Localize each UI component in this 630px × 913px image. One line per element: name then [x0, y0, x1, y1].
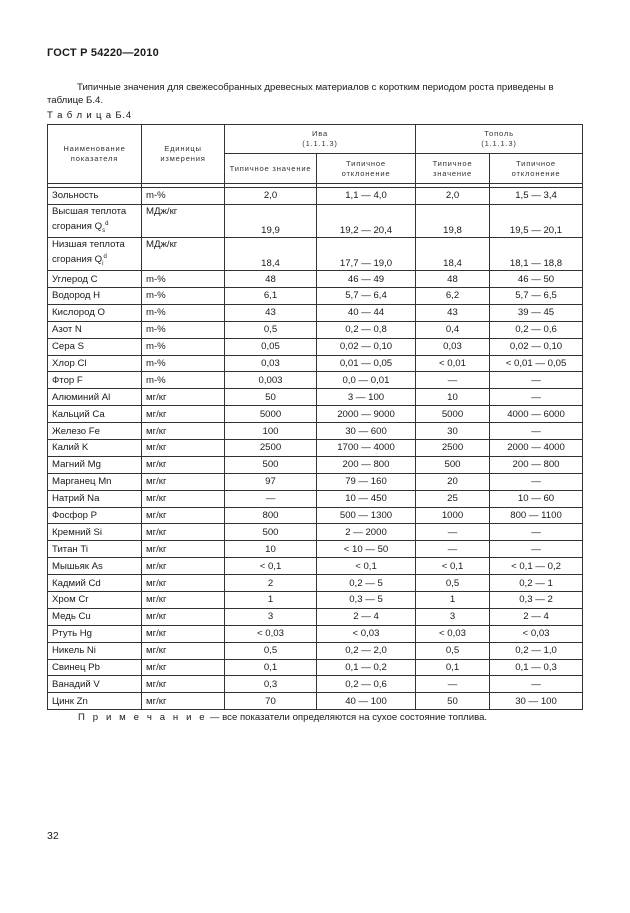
- cell-iva-deviation: 40 — 100: [317, 693, 416, 710]
- table-row: [48, 188, 583, 205]
- cell-unit: МДж/кг: [142, 204, 225, 237]
- cell-topol-typical: 18,4: [416, 237, 490, 270]
- cell-topol-deviation: 0,2 — 0,6: [490, 321, 583, 338]
- cell-name-text: Кальций Ca: [52, 408, 105, 420]
- cell-name: [48, 473, 142, 490]
- cell-iva-deviation: 0,2 — 5: [317, 575, 416, 592]
- cell-topol-deviation: 4000 — 6000: [490, 406, 583, 423]
- header-iva-label: Ива: [311, 129, 329, 138]
- cell-topol-deviation: 39 — 45: [490, 304, 583, 321]
- cell-iva-deviation: 2 — 2000: [317, 524, 416, 541]
- cell-unit: мг/кг: [142, 659, 225, 676]
- cell-unit: мг/кг: [142, 423, 225, 440]
- cell-topol-typical: 25: [416, 490, 490, 507]
- cell-unit: m-%: [142, 188, 225, 205]
- cell-topol-typical: 10: [416, 389, 490, 406]
- cell-iva-typical: 500: [225, 456, 317, 473]
- cell-topol-deviation: 0,1 — 0,3: [490, 659, 583, 676]
- cell-unit: мг/кг: [142, 558, 225, 575]
- cell-unit: m-%: [142, 271, 225, 288]
- cell-name: [48, 642, 142, 659]
- header-topol-label: Тополь: [484, 129, 514, 138]
- cell-topol-typical: 0,5: [416, 575, 490, 592]
- cell-name: [48, 676, 142, 693]
- cell-topol-typical: 500: [416, 456, 490, 473]
- cell-topol-deviation: 46 — 50: [490, 271, 583, 288]
- cell-iva-typical: —: [225, 490, 317, 507]
- header-iva-ref: (1.1.1.3): [302, 139, 338, 148]
- cell-unit: мг/кг: [142, 693, 225, 710]
- table-row: [48, 271, 583, 288]
- cell-topol-deviation: —: [490, 676, 583, 693]
- cell-iva-deviation: 0,02 — 0,10: [317, 338, 416, 355]
- cell-unit: мг/кг: [142, 642, 225, 659]
- cell-name: [48, 355, 142, 372]
- header-topol-ref: (1.1.1.3): [481, 139, 517, 148]
- cell-iva-typical: 0,05: [225, 338, 317, 355]
- header-iva: [225, 125, 416, 154]
- table-row: [48, 541, 583, 558]
- cell-iva-deviation: 0,3 — 5: [317, 592, 416, 609]
- cell-topol-typical: < 0,1: [416, 558, 490, 575]
- cell-name: [48, 423, 142, 440]
- cell-topol-typical: 3: [416, 608, 490, 625]
- table-row: [48, 659, 583, 676]
- cell-unit: мг/кг: [142, 541, 225, 558]
- cell-topol-deviation: 1,5 — 3,4: [490, 188, 583, 205]
- cell-name-text: Высшая теплота сгорания: [52, 205, 127, 233]
- cell-name: [48, 287, 142, 304]
- cell-iva-typical: 18,4: [225, 237, 317, 270]
- table-row: [48, 304, 583, 321]
- cell-unit: m-%: [142, 355, 225, 372]
- cell-topol-typical: 30: [416, 423, 490, 440]
- cell-name-text: Алюминий Al: [52, 391, 111, 403]
- table-row: [48, 693, 583, 710]
- cell-iva-typical: 50: [225, 389, 317, 406]
- cell-topol-deviation: —: [490, 524, 583, 541]
- cell-name-text: Натрий Na: [52, 493, 100, 505]
- cell-iva-typical: 19,9: [225, 204, 317, 237]
- cell-unit: m-%: [142, 321, 225, 338]
- cell-topol-deviation: 10 — 60: [490, 490, 583, 507]
- cell-unit: мг/кг: [142, 608, 225, 625]
- cell-topol-deviation: —: [490, 389, 583, 406]
- cell-iva-typical: 10: [225, 541, 317, 558]
- cell-iva-deviation: 19,2 — 20,4: [317, 204, 416, 237]
- cell-topol-typical: 48: [416, 271, 490, 288]
- cell-iva-typical: 0,003: [225, 372, 317, 389]
- cell-name-text: Фосфор P: [52, 509, 98, 521]
- cell-topol-typical: —: [416, 541, 490, 558]
- cell-name: [48, 575, 142, 592]
- cell-iva-deviation: 0,01 — 0,05: [317, 355, 416, 372]
- cell-iva-typical: 5000: [225, 406, 317, 423]
- document-header: ГОСТ Р 54220—2010: [47, 47, 159, 59]
- cell-iva-deviation: 200 — 800: [317, 456, 416, 473]
- table-row: [48, 558, 583, 575]
- cell-iva-typical: 2500: [225, 439, 317, 456]
- cell-name: [48, 558, 142, 575]
- cell-name: [48, 541, 142, 558]
- cell-iva-deviation: 46 — 49: [317, 271, 416, 288]
- cell-name-text: Свинец Pb: [52, 662, 100, 673]
- cell-iva-typical: 500: [225, 524, 317, 541]
- cell-topol-deviation: —: [490, 473, 583, 490]
- cell-name-text: Азот N: [52, 324, 82, 336]
- header-iva-typical: Типичное значение: [225, 154, 317, 184]
- cell-name: [48, 625, 142, 642]
- cell-iva-typical: 6,1: [225, 287, 317, 304]
- cell-name: [48, 456, 142, 473]
- cell-iva-typical: 0,5: [225, 321, 317, 338]
- intro-paragraph: Типичные значения для свежесобранных древесных материалов с коротким периодом роста приведены в таблице Б.4.: [47, 82, 554, 106]
- cell-unit: мг/кг: [142, 592, 225, 609]
- table-row: [48, 338, 583, 355]
- cell-name: [48, 372, 142, 389]
- cell-name-text: Железо Fe: [52, 425, 100, 437]
- cell-iva-typical: 43: [225, 304, 317, 321]
- cell-iva-typical: 3: [225, 608, 317, 625]
- cell-iva-deviation: 1,1 — 4,0: [317, 188, 416, 205]
- cell-iva-typical: < 0,1: [225, 558, 317, 575]
- cell-iva-deviation: 0,1 — 0,2: [317, 659, 416, 676]
- cell-name-text: Сера S: [52, 341, 84, 353]
- cell-iva-deviation: 0,2 — 2,0: [317, 642, 416, 659]
- table-row: [48, 507, 583, 524]
- cell-name: [48, 439, 142, 456]
- cell-topol-typical: 50: [416, 693, 490, 710]
- cell-topol-typical: 2500: [416, 439, 490, 456]
- cell-name-text: Кадмий Cd: [52, 577, 101, 589]
- cell-name-text: Магний Mg: [52, 459, 101, 471]
- cell-topol-typical: < 0,01: [416, 355, 490, 372]
- cell-iva-typical: 2,0: [225, 188, 317, 205]
- cell-name-superscript: d: [103, 253, 107, 260]
- table-row: [48, 423, 583, 440]
- cell-name-text: Водород H: [52, 290, 101, 302]
- cell-iva-deviation: 40 — 44: [317, 304, 416, 321]
- cell-unit: МДж/кг: [142, 237, 225, 270]
- cell-name-text: Кремний Si: [52, 526, 103, 538]
- cell-topol-typical: —: [416, 372, 490, 389]
- cell-name-text: Низшая теплота сгорания: [52, 238, 125, 266]
- table-row: [48, 575, 583, 592]
- cell-topol-deviation: 2000 — 4000: [490, 439, 583, 456]
- table-body: [48, 188, 583, 710]
- cell-name-text: Ртуть Hg: [52, 628, 93, 640]
- cell-topol-typical: 0,1: [416, 659, 490, 676]
- cell-unit: мг/кг: [142, 389, 225, 406]
- cell-name: [48, 237, 142, 270]
- cell-iva-deviation: 3 — 100: [317, 389, 416, 406]
- cell-iva-typical: 0,03: [225, 355, 317, 372]
- table-row: [48, 237, 583, 270]
- table-row: [48, 439, 583, 456]
- cell-name-text: Углерод C: [52, 273, 98, 285]
- cell-topol-deviation: 19,5 — 20,1: [490, 204, 583, 237]
- cell-iva-typical: 48: [225, 271, 317, 288]
- cell-iva-deviation: 5,7 — 6,4: [317, 287, 416, 304]
- cell-name-text: Ванадий V: [52, 678, 100, 690]
- cell-iva-deviation: < 10 — 50: [317, 541, 416, 558]
- cell-iva-deviation: 30 — 600: [317, 423, 416, 440]
- cell-iva-typical: < 0,03: [225, 625, 317, 642]
- cell-topol-deviation: < 0,1 — 0,2: [490, 558, 583, 575]
- cell-topol-deviation: 0,2 — 1,0: [490, 642, 583, 659]
- cell-name: [48, 490, 142, 507]
- table-note: [78, 712, 487, 723]
- cell-topol-typical: 0,4: [416, 321, 490, 338]
- cell-name-symbol: Q: [94, 221, 103, 233]
- cell-unit: m-%: [142, 287, 225, 304]
- cell-unit: мг/кг: [142, 575, 225, 592]
- header-topol-typical: Типичное значение: [416, 154, 490, 184]
- cell-name: [48, 608, 142, 625]
- cell-name-text: Калий K: [52, 442, 89, 454]
- cell-topol-deviation: < 0,03: [490, 625, 583, 642]
- cell-name-text: Фтор F: [52, 374, 83, 386]
- cell-unit: m-%: [142, 372, 225, 389]
- cell-topol-typical: < 0,03: [416, 625, 490, 642]
- cell-topol-typical: 19,8: [416, 204, 490, 237]
- cell-unit: мг/кг: [142, 473, 225, 490]
- cell-topol-typical: 20: [416, 473, 490, 490]
- table-row: [48, 473, 583, 490]
- cell-name: [48, 204, 142, 237]
- cell-name-text: Никель Ni: [52, 645, 96, 657]
- cell-iva-deviation: 17,7 — 19,0: [317, 237, 416, 270]
- cell-topol-typical: 0,03: [416, 338, 490, 355]
- table-caption: Т а б л и ц а Б.4: [47, 110, 133, 121]
- table-row: [48, 389, 583, 406]
- cell-topol-deviation: 0,3 — 2: [490, 592, 583, 609]
- cell-name: [48, 321, 142, 338]
- cell-topol-deviation: —: [490, 541, 583, 558]
- table-row: [48, 456, 583, 473]
- cell-topol-deviation: < 0,01 — 0,05: [490, 355, 583, 372]
- header-topol: [416, 125, 583, 154]
- cell-iva-typical: 800: [225, 507, 317, 524]
- cell-unit: мг/кг: [142, 439, 225, 456]
- table-row: [48, 406, 583, 423]
- cell-name: [48, 406, 142, 423]
- table-row: [48, 608, 583, 625]
- cell-topol-deviation: 0,02 — 0,10: [490, 338, 583, 355]
- cell-iva-typical: 1: [225, 592, 317, 609]
- cell-unit: мг/кг: [142, 456, 225, 473]
- cell-iva-deviation: 0,2 — 0,8: [317, 321, 416, 338]
- cell-unit: m-%: [142, 338, 225, 355]
- cell-iva-typical: 2: [225, 575, 317, 592]
- cell-topol-typical: 1000: [416, 507, 490, 524]
- cell-iva-deviation: 500 — 1300: [317, 507, 416, 524]
- cell-unit: мг/кг: [142, 676, 225, 693]
- cell-topol-deviation: 0,2 — 1: [490, 575, 583, 592]
- table-row: [48, 642, 583, 659]
- cell-topol-deviation: 800 — 1100: [490, 507, 583, 524]
- cell-unit: мг/кг: [142, 406, 225, 423]
- cell-unit: мг/кг: [142, 507, 225, 524]
- cell-name-text: Хром Cr: [52, 594, 89, 606]
- cell-name: [48, 592, 142, 609]
- cell-name: [48, 338, 142, 355]
- table-row: [48, 625, 583, 642]
- cell-iva-deviation: 2 — 4: [317, 608, 416, 625]
- cell-iva-deviation: 0,0 — 0,01: [317, 372, 416, 389]
- cell-topol-deviation: 30 — 100: [490, 693, 583, 710]
- cell-unit: m-%: [142, 304, 225, 321]
- cell-iva-deviation: 10 — 450: [317, 490, 416, 507]
- cell-topol-typical: 6,2: [416, 287, 490, 304]
- cell-name-subscript: i: [102, 261, 104, 268]
- cell-name: [48, 693, 142, 710]
- cell-name: [48, 188, 142, 205]
- cell-topol-deviation: 2 — 4: [490, 608, 583, 625]
- cell-topol-typical: 43: [416, 304, 490, 321]
- cell-iva-deviation: < 0,03: [317, 625, 416, 642]
- cell-name-text: Медь Cu: [52, 611, 91, 623]
- cell-iva-typical: 0,5: [225, 642, 317, 659]
- cell-iva-typical: 0,3: [225, 676, 317, 693]
- cell-name-text: Зольность: [52, 190, 99, 202]
- cell-name-text: Мышьяк As: [52, 560, 103, 572]
- cell-name: [48, 659, 142, 676]
- cell-topol-typical: 2,0: [416, 188, 490, 205]
- cell-iva-deviation: 0,2 — 0,6: [317, 676, 416, 693]
- cell-name: [48, 271, 142, 288]
- header-iva-deviation: Типичное отклонение: [317, 154, 416, 184]
- cell-name: [48, 304, 142, 321]
- cell-topol-typical: 0,5: [416, 642, 490, 659]
- table-row: [48, 524, 583, 541]
- table-row: [48, 372, 583, 389]
- cell-name: [48, 524, 142, 541]
- cell-topol-typical: —: [416, 676, 490, 693]
- note-prefix: П р и м е ч а н и е: [78, 712, 208, 723]
- cell-name-text: Марганец Mn: [52, 476, 112, 488]
- cell-iva-deviation: 79 — 160: [317, 473, 416, 490]
- cell-name-text: Кислород O: [52, 307, 105, 319]
- table-row: [48, 490, 583, 507]
- cell-iva-deviation: 2000 — 9000: [317, 406, 416, 423]
- data-table: [47, 124, 583, 710]
- cell-name-subscript: s: [102, 227, 106, 234]
- table-row: [48, 204, 583, 237]
- table-row: [48, 287, 583, 304]
- cell-topol-typical: 1: [416, 592, 490, 609]
- table-row: [48, 676, 583, 693]
- cell-iva-typical: 0,1: [225, 659, 317, 676]
- cell-name: [48, 389, 142, 406]
- table-row: [48, 355, 583, 372]
- cell-name-superscript: d: [105, 220, 109, 227]
- cell-topol-deviation: 5,7 — 6,5: [490, 287, 583, 304]
- table-row: [48, 592, 583, 609]
- header-unit: Единицы измерения: [142, 125, 225, 184]
- cell-name-symbol: Q: [94, 254, 103, 266]
- note-text: — все показатели определяются на сухое состояние топлива.: [207, 712, 488, 723]
- cell-iva-deviation: < 0,1: [317, 558, 416, 575]
- cell-name-text: Цинк Zn: [52, 695, 88, 707]
- cell-topol-deviation: 18,1 — 18,8: [490, 237, 583, 270]
- page-number: 32: [47, 830, 59, 842]
- header-name: Наименование показателя: [48, 125, 142, 184]
- cell-name-text: Хлор Cl: [52, 357, 87, 369]
- header-topol-deviation: Типичное отклонение: [490, 154, 583, 184]
- cell-unit: мг/кг: [142, 625, 225, 642]
- cell-name-text: Титан Ti: [52, 543, 89, 555]
- cell-iva-deviation: 1700 — 4000: [317, 439, 416, 456]
- cell-topol-typical: —: [416, 524, 490, 541]
- cell-topol-deviation: —: [490, 423, 583, 440]
- cell-unit: мг/кг: [142, 490, 225, 507]
- cell-topol-deviation: —: [490, 372, 583, 389]
- cell-iva-typical: 100: [225, 423, 317, 440]
- cell-iva-typical: 70: [225, 693, 317, 710]
- cell-topol-deviation: 200 — 800: [490, 456, 583, 473]
- cell-topol-typical: 5000: [416, 406, 490, 423]
- cell-name: [48, 507, 142, 524]
- cell-unit: мг/кг: [142, 524, 225, 541]
- table-row: [48, 321, 583, 338]
- cell-iva-typical: 97: [225, 473, 317, 490]
